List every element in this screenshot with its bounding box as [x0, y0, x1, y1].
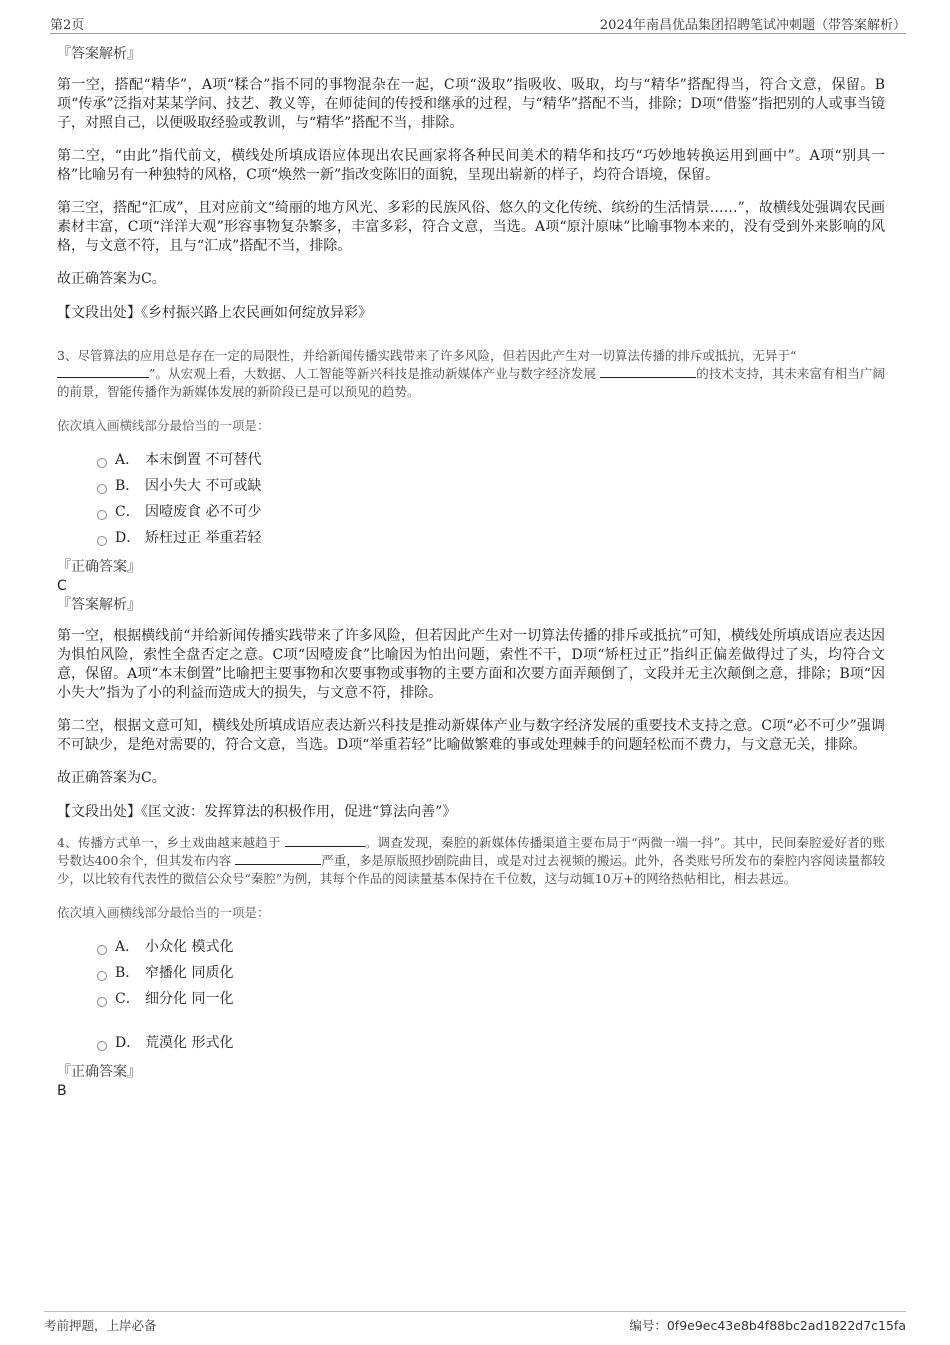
q3-analysis-label: 『答案解析』	[57, 597, 141, 613]
q4-answer-label: 『正确答案』	[57, 1064, 141, 1080]
q4-number: 4、	[57, 835, 78, 850]
q2-source: 【文段出处】《乡村振兴路上农民画如何绽放异彩》	[57, 305, 372, 321]
q3-conclusion: 故正确答案为C。	[57, 770, 166, 786]
q4-blank-2	[235, 852, 321, 865]
q3-instruction: 依次填入画横线部分最恰当的一项是：	[57, 418, 270, 433]
q3-option-a[interactable]: A． 本末倒置 不可替代	[97, 447, 885, 473]
q2-analysis-para-3: 第三空，搭配“汇成”，且对应前文“绮丽的地方风光、多彩的民族风俗、悠久的文化传统、缤纷的生活情景……”，故横线处强调农民画素材丰富，C项“洋洋大观”形容事物复杂繁多，丰富多彩，符合文意，当选。A项“原汁原味”比喻事物本来的，没有受到外来影响的风格，与文意不符，且与“汇成”搭配不当，排除。	[57, 200, 885, 254]
serial-label: 编号：	[629, 1318, 667, 1333]
page-footer	[44, 1311, 906, 1335]
radio-icon[interactable]	[97, 536, 107, 546]
q2-analysis-para-2: 第二空，“由此”指代前文，横线处所填成语应体现出农民画家将各种民间美术的精华和技巧“巧妙地转换运用到画中”。A项“别具一格”比喻另有一种独特的风格，C项“焕然一新”指改变陈旧的面貌，呈现出崭新的样子，均符合语境，保留。	[57, 148, 885, 183]
q4-options	[97, 934, 885, 1056]
q3-analysis-para-1: 第一空，根据横线前“并给新闻传播实践带来了许多风险，但若因此产生对一切算法传播的排斥或抵抗”可知，横线处所填成语应表达因为惧怕风险，索性全盘否定之意。C项“因噎废食”比喻因为怕出问题，索性不干，D项“矫枉过正”指纠正偏差做得过了头，均符合文意，保留。A项“本末倒置”比喻把主要事物和次要事物或事物的主要方面和次要方面弄颠倒了，文段并无主次颠倒之意，排除；B项“因小失大”指为了小的利益而造成大的损失，与文意不符，排除。	[57, 628, 885, 701]
q4-option-b[interactable]: B． 窄播化 同质化	[97, 960, 885, 986]
q3-answer-label: 『正确答案』	[57, 559, 141, 575]
q4-blank-1	[285, 834, 365, 847]
radio-icon[interactable]	[97, 945, 107, 955]
radio-icon[interactable]	[97, 484, 107, 494]
q3-option-b[interactable]: B． 因小失大 不可或缺	[97, 473, 885, 499]
q3-analysis-para-2: 第二空，根据文意可知，横线处所填成语应表达新兴科技是推动新媒体产业与数字经济发展的重要技术支持之意。C项“必不可少”强调不可缺少，是绝对需要的，符合文意，当选。D项“举重若轻”比喻做繁难的事或处理棘手的问题轻松而不费力，与文意无关，排除。	[57, 718, 885, 753]
question-3	[57, 347, 885, 822]
q3-blank-1	[57, 365, 149, 378]
q2-analysis-para-1: 第一空，搭配“精华”，A项“糅合”指不同的事物混杂在一起，C项“汲取”指吸收、吸取，均与“精华”搭配得当，符合文意，保留。B项“传承”泛指对某某学问、技艺、教义等，在师徒间的传授和继承的过程，与“精华”搭配不当，排除；D项“借鉴”指把别的人或事当镜子，对照自己，以便吸取经验或教训，与“精华”搭配不当，排除。	[57, 77, 885, 131]
q2-analysis	[57, 44, 885, 323]
document-title: 2024年南昌优品集团招聘笔试冲刺题（带答案解析）	[599, 18, 906, 33]
radio-icon[interactable]	[97, 510, 107, 520]
q2-analysis-label: 『答案解析』	[57, 46, 141, 62]
document-body	[57, 44, 885, 1100]
radio-icon[interactable]	[97, 458, 107, 468]
q3-options	[97, 447, 885, 551]
q4-option-c[interactable]: C． 细分化 同一化	[97, 986, 885, 1012]
radio-icon[interactable]	[97, 1041, 107, 1051]
q4-option-a[interactable]: A． 小众化 模式化	[97, 934, 885, 960]
footer-serial	[629, 1316, 906, 1334]
q3-option-c[interactable]: C． 因噎废食 必不可少	[97, 499, 885, 525]
question-4	[57, 834, 885, 1100]
radio-icon[interactable]	[97, 997, 107, 1007]
q3-answer: C	[57, 578, 67, 594]
q3-number: 3、	[57, 348, 78, 363]
page-number: 第2页	[50, 18, 85, 33]
q2-conclusion: 故正确答案为C。	[57, 271, 166, 287]
q4-option-d[interactable]: D． 荒漠化 形式化	[97, 1030, 885, 1056]
q4-stem: 4、传播方式单一，乡土戏曲越来越趋于 。调查发现，秦腔的新媒体传播渠道主要布局于“两微一端一抖”。其中，民间秦腔爱好者的账号数达400余个，但其发布内容 严重，多是原版照抄剧院曲目，或是对过去视频的搬运。此外，各类账号所发布的秦腔内容阅读量都较少，以比较有代表性的微信公众号“秦腔”为例，其每个作品的阅读量基本保持在千位数，这与动辄10万+的网络热帖相比，相去甚远。	[57, 835, 886, 886]
q3-stem: 3、尽管算法的应用总是存在一定的局限性，并给新闻传播实践带来了许多风险，但若因此产生对一切算法传播的排斥或抵抗，无异于“ ”。从宏观上看，大数据、人工智能等新兴科技是推动新媒体产业与数字经济发展 的技术支持，其未来富有相当广阔的前景，智能传播作为新媒体发展的新阶段已是可以预见的趋势。	[57, 348, 885, 399]
q3-option-d[interactable]: D． 矫枉过正 举重若轻	[97, 525, 885, 551]
radio-icon[interactable]	[97, 971, 107, 981]
page-header	[50, 12, 906, 34]
serial-number: 0f9e9ec43e8b4f88bc2ad1822d7c15fa	[666, 1318, 906, 1333]
q3-source: 【文段出处】《匡文波：发挥算法的积极作用，促进“算法向善”》	[57, 804, 457, 820]
q4-instruction: 依次填入画横线部分最恰当的一项是：	[57, 905, 270, 920]
footer-slogan: 考前押题，上岸必备	[44, 1318, 157, 1333]
q4-answer: B	[57, 1083, 67, 1099]
q3-blank-2	[600, 365, 696, 378]
